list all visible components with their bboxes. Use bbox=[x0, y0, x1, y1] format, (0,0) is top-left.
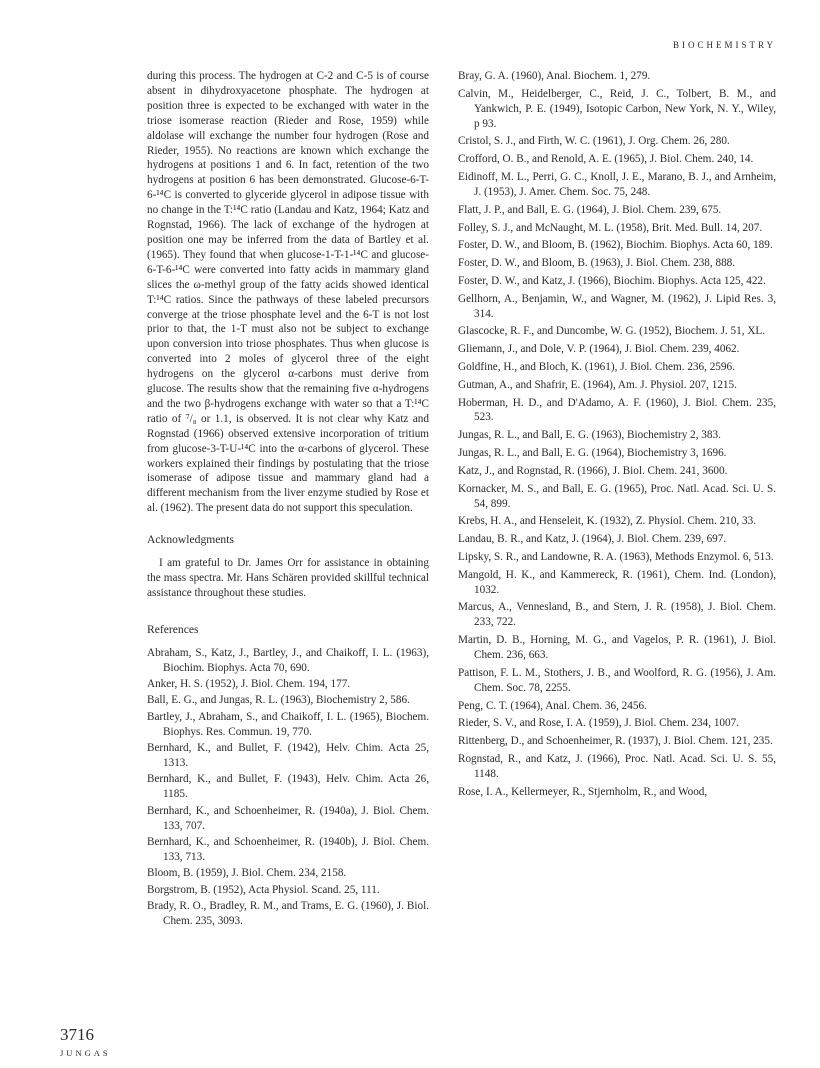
reference-item: Rognstad, R., and Katz, J. (1966), Proc. Natl. Acad. Sci. U. S. 55, 1148. bbox=[458, 752, 776, 780]
reference-item: Gutman, A., and Shafrir, E. (1964), Am. J. Physiol. 207, 1215. bbox=[458, 378, 737, 391]
reference-item: Kornacker, M. S., and Ball, E. G. (1965), Proc. Natl. Acad. Sci. U. S. 54, 899. bbox=[458, 482, 776, 510]
reference-item: Mangold, H. K., and Kammereck, R. (1961), Chem. Ind. (London), 1032. bbox=[458, 568, 776, 596]
reference-item: Hoberman, H. D., and D'Adamo, A. F. (1960), J. Biol. Chem. 235, 523. bbox=[458, 396, 776, 424]
acknowledgments-heading: Acknowledgments bbox=[147, 533, 234, 547]
running-head: BIOCHEMISTRY bbox=[672, 40, 776, 50]
reference-item: Anker, H. S. (1952), J. Biol. Chem. 194, 177. bbox=[147, 678, 351, 691]
reference-item: Landau, B. R., and Katz, J. (1964), J. Biol. Chem. 239, 697. bbox=[458, 533, 727, 546]
reference-item: Eidinoff, M. L., Perri, G. C., Knoll, J. E., Marano, B. J., and Arnheim, J. (1953), J. Amer. Chem. Soc. 75, 248. bbox=[458, 171, 776, 198]
reference-item: Bernhard, K., and Bullet, F. (1942), Helv. Chim. Acta 25, 1313. bbox=[147, 742, 429, 770]
reference-item: Rittenberg, D., and Schoenheimer, R. (1937), J. Biol. Chem. 121, 235. bbox=[458, 735, 773, 748]
page-number: 3716 bbox=[60, 1025, 94, 1044]
reference-item: Marcus, A., Vennesland, B., and Stern, J. R. (1958), J. Biol. Chem. 233, 722. bbox=[458, 601, 776, 629]
reference-item: Jungas, R. L., and Ball, E. G. (1963), Biochemistry 2, 383. bbox=[458, 429, 721, 442]
reference-item: Cristol, S. J., and Firth, W. C. (1961), J. Org. Chem. 26, 280. bbox=[458, 135, 730, 148]
reference-item: Bernhard, K., and Schoenheimer, R. (1940a), J. Biol. Chem. 133, 707. bbox=[147, 804, 429, 832]
reference-item: Martin, D. B., Horning, M. G., and Vagelos, P. R. (1961), J. Biol. Chem. 236, 663. bbox=[458, 634, 776, 662]
right-column bbox=[458, 69, 776, 802]
references-list-right bbox=[458, 69, 776, 800]
reference-item: Lipsky, S. R., and Landowne, R. A. (1963), Methods Enzymol. 6, 513. bbox=[458, 550, 774, 563]
reference-item: Abraham, S., Katz, J., Bartley, J., and Chaikoff, I. L. (1963), Biochim. Biophys. Acta 70, 690. bbox=[147, 646, 429, 674]
reference-item: Goldfine, H., and Bloch, K. (1961), J. Biol. Chem. 236, 2596. bbox=[458, 360, 735, 373]
reference-item: Gellhorn, A., Benjamin, W., and Wagner, M. (1962), J. Lipid Res. 3, 314. bbox=[458, 292, 776, 320]
references-list-left bbox=[147, 646, 429, 929]
reference-item: Bernhard, K., and Bullet, F. (1943), Helv. Chim. Acta 26, 1185. bbox=[147, 773, 429, 801]
reference-item: Gliemann, J., and Dole, V. P. (1964), J. Biol. Chem. 239, 4062. bbox=[458, 343, 740, 356]
references-heading: References bbox=[147, 622, 199, 636]
reference-item: Foster, D. W., and Bloom, B. (1963), J. Biol. Chem. 238, 888. bbox=[458, 257, 736, 270]
reference-item: Brady, R. O., Bradley, R. M., and Trams, E. G. (1960), J. Biol. Chem. 235, 3093. bbox=[147, 900, 429, 928]
reference-item: Folley, S. J., and McNaught, M. L. (1958), Brit. Med. Bull. 14, 207. bbox=[458, 221, 763, 234]
body-paragraph: during this process. The hydrogen at C-2 and C-5 is of course absent in dihydroxyacetone phosphate. The hydrogen at position three is expected to be exchanged with water in the triose isomerase reaction (Rieder and Rose, 1959) while aldolase will exchange the number four hydrogen (Rose and Rieder, 1955). No reactions are known which exchange the hydrogens at positions 1 and 6. In fact, retention of the two hydrogens at position 6 has been demonstrated. Glucose-6-T-6-¹⁴C is converted to glyceride glycerol in adipose tissue with no change in the T:¹⁴C ratio (Landau and Katz, 1964; Katz and Rognstad, 1966). The lack of exchange of the hydrogen at position one may be inferred from the data of Bartley et al. (1965). They found that when glucose-1-T-1-¹⁴C and glucose-6-T-6-¹⁴C were converted into fatty acids in mammary gland slices the ω-methyl group of the fatty acids showed identical T:¹⁴C ratios. Since the pathways of these labeled precursors converge at the triose phosphate level and the 6-T is not lost prior to that, the 1-T must also not be subject to exchange upon conversion into triose phosphates. Thus when glucose is converted into 2 moles of glycerol three of the eight hydrogens on the glycerol α-carbons must derive from glucose. The results show that the remaining five α-hydrogens and the two β-hydrogens exchange with water so that a T:¹⁴C ratio of ⁷/₈ or 1.1, is observed. It is not clear why Katz and Rognstad (1966) observed extensive incorporation of tritium from glucose-3-T-U-¹⁴C into the α-carbons of glycerol. These workers explained their findings by postulating that the triose isomerase of adipose tissue and mammary gland had a different mechanism from the liver enzyme studied by Rose et al. (1962). The present data do not support this speculation. bbox=[147, 70, 429, 515]
reference-item: Calvin, M., Heidelberger, C., Reid, J. C., Tolbert, B. M., and Yankwich, P. E. (1949), Isotopic Carbon, New York, N. Y., Wiley, p 93. bbox=[458, 87, 776, 130]
reference-item: Bartley, J., Abraham, S., and Chaikoff, I. L. (1965), Biochem. Biophys. Res. Commun. 19, 770. bbox=[147, 710, 429, 738]
reference-item: Krebs, H. A., and Henseleit, K. (1932), Z. Physiol. Chem. 210, 33. bbox=[458, 515, 756, 528]
reference-item: Flatt, J. P., and Ball, E. G. (1964), J. Biol. Chem. 239, 675. bbox=[458, 203, 722, 216]
acknowledgments-text: I am grateful to Dr. James Orr for assistance in obtaining the mass spectra. Mr. Hans Schären provided skillful technical assistance throughout these studies. bbox=[147, 557, 429, 599]
reference-item: Rose, I. A., Kellermeyer, R., Stjernholm, R., and Wood, bbox=[458, 785, 708, 798]
reference-item: Foster, D. W., and Katz, J. (1966), Biochim. Biophys. Acta 125, 422. bbox=[458, 274, 766, 287]
reference-item: Borgstrom, B. (1952), Acta Physiol. Scand. 25, 111. bbox=[147, 883, 380, 896]
reference-item: Bloom, B. (1959), J. Biol. Chem. 234, 2158. bbox=[147, 867, 347, 880]
reference-item: Katz, J., and Rognstad, R. (1966), J. Biol. Chem. 241, 3600. bbox=[458, 464, 728, 477]
left-column bbox=[147, 69, 429, 931]
reference-item: Pattison, F. L. M., Stothers, J. B., and Woolford, R. G. (1956), J. Am. Chem. Soc. 78, 2255. bbox=[458, 666, 776, 694]
reference-item: Jungas, R. L., and Ball, E. G. (1964), Biochemistry 3, 1696. bbox=[458, 447, 727, 460]
reference-item: Rieder, S. V., and Rose, I. A. (1959), J. Biol. Chem. 234, 1007. bbox=[458, 717, 739, 730]
reference-item: Glascocke, R. F., and Duncombe, W. G. (1952), Biochem. J. 51, XL. bbox=[458, 325, 766, 338]
footer-author-name: JUNGAS bbox=[60, 1048, 111, 1058]
reference-item: Bernhard, K., and Schoenheimer, R. (1940b), J. Biol. Chem. 133, 713. bbox=[147, 836, 429, 863]
reference-item: Ball, E. G., and Jungas, R. L. (1963), Biochemistry 2, 586. bbox=[147, 694, 410, 707]
reference-item: Peng, C. T. (1964), Anal. Chem. 36, 2456. bbox=[458, 699, 647, 712]
reference-item: Foster, D. W., and Bloom, B. (1962), Biochim. Biophys. Acta 60, 189. bbox=[458, 239, 773, 252]
reference-item: Bray, G. A. (1960), Anal. Biochem. 1, 279. bbox=[458, 70, 651, 82]
reference-item: Crofford, O. B., and Renold, A. E. (1965), J. Biol. Chem. 240, 14. bbox=[458, 153, 754, 166]
